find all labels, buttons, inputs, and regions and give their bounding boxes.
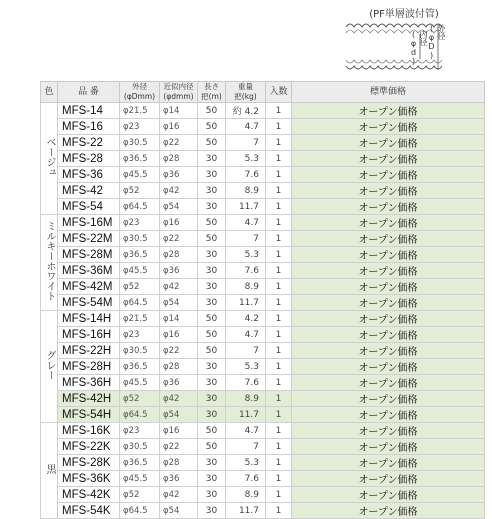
outer-diameter-cell: φ30.5 <box>120 343 160 359</box>
table-row <box>41 231 485 247</box>
length-cell: 30 <box>198 279 226 295</box>
quantity-cell: 1 <box>266 279 292 295</box>
quantity-cell: 1 <box>266 215 292 231</box>
price-cell: オープン価格 <box>292 487 485 503</box>
inner-diameter-cell: φ36 <box>160 263 198 279</box>
table-row <box>41 183 485 199</box>
inner-diameter-cell: φ54 <box>160 199 198 215</box>
price-cell: オープン価格 <box>292 135 485 151</box>
weight-cell: 7.6 <box>226 375 266 391</box>
inner-diameter-cell: φ42 <box>160 279 198 295</box>
price-cell: オープン価格 <box>292 231 485 247</box>
outer-diameter-cell: φ30.5 <box>120 231 160 247</box>
price-cell: オープン価格 <box>292 455 485 471</box>
weight-cell: 4.7 <box>226 215 266 231</box>
inner-diameter-cell: φ36 <box>160 167 198 183</box>
outer-diameter-label: 外径(φD) <box>427 24 446 60</box>
part-number-cell: MFS-42H <box>58 391 120 407</box>
price-cell: オープン価格 <box>292 439 485 455</box>
header-weight: 重量 把(kg) <box>226 82 266 103</box>
weight-cell: 11.7 <box>226 199 266 215</box>
inner-diameter-cell: φ16 <box>160 327 198 343</box>
table-row <box>41 311 485 327</box>
inner-diameter-cell: φ14 <box>160 311 198 327</box>
color-group-label <box>41 103 58 215</box>
length-cell: 50 <box>198 439 226 455</box>
price-cell: オープン価格 <box>292 295 485 311</box>
inner-diameter-cell: φ28 <box>160 455 198 471</box>
inner-diameter-cell: φ28 <box>160 359 198 375</box>
inner-diameter-cell: φ22 <box>160 231 198 247</box>
price-cell: オープン価格 <box>292 327 485 343</box>
table-body <box>41 103 485 519</box>
color-group-label <box>41 215 58 311</box>
length-cell: 30 <box>198 375 226 391</box>
table-row <box>41 119 485 135</box>
part-number-cell: MFS-36H <box>58 375 120 391</box>
quantity-cell: 1 <box>266 295 292 311</box>
table-row <box>41 103 485 119</box>
length-cell: 50 <box>198 311 226 327</box>
part-number-cell: MFS-16H <box>58 327 120 343</box>
price-cell: オープン価格 <box>292 359 485 375</box>
part-number-cell: MFS-28 <box>58 151 120 167</box>
table-row <box>41 167 485 183</box>
part-number-cell: MFS-22K <box>58 439 120 455</box>
length-cell: 50 <box>198 343 226 359</box>
inner-diameter-cell: φ54 <box>160 295 198 311</box>
quantity-cell: 1 <box>266 327 292 343</box>
quantity-cell: 1 <box>266 135 292 151</box>
weight-cell: 4.2 <box>226 311 266 327</box>
outer-diameter-cell: φ52 <box>120 183 160 199</box>
quantity-cell: 1 <box>266 439 292 455</box>
table-row <box>41 215 485 231</box>
quantity-cell: 1 <box>266 263 292 279</box>
color-group-label <box>41 423 58 519</box>
price-cell: オープン価格 <box>292 183 485 199</box>
part-number-cell: MFS-54M <box>58 295 120 311</box>
price-cell: オープン価格 <box>292 199 485 215</box>
part-number-cell: MFS-36 <box>58 167 120 183</box>
weight-cell: 8.9 <box>226 279 266 295</box>
weight-cell: 8.9 <box>226 487 266 503</box>
price-cell: オープン価格 <box>292 407 485 423</box>
table-row <box>41 151 485 167</box>
table-row <box>41 375 485 391</box>
outer-diameter-cell: φ64.5 <box>120 295 160 311</box>
quantity-cell: 1 <box>266 471 292 487</box>
table-row <box>41 423 485 439</box>
quantity-cell: 1 <box>266 407 292 423</box>
outer-diameter-cell: φ36.5 <box>120 247 160 263</box>
table-row <box>41 439 485 455</box>
inner-diameter-cell: φ42 <box>160 183 198 199</box>
inner-diameter-cell: φ36 <box>160 471 198 487</box>
header-color: 色 <box>41 82 58 103</box>
table-row <box>41 455 485 471</box>
quantity-cell: 1 <box>266 231 292 247</box>
outer-diameter-cell: φ64.5 <box>120 503 160 519</box>
outer-diameter-cell: φ36.5 <box>120 455 160 471</box>
length-cell: 30 <box>198 167 226 183</box>
inner-diameter-cell: φ54 <box>160 503 198 519</box>
weight-cell: 7 <box>226 135 266 151</box>
weight-cell: 8.9 <box>226 183 266 199</box>
outer-diameter-cell: φ64.5 <box>120 407 160 423</box>
price-cell: オープン価格 <box>292 471 485 487</box>
table-row <box>41 279 485 295</box>
color-group-text: ミルキーホワイト <box>44 220 55 301</box>
outer-diameter-cell: φ64.5 <box>120 199 160 215</box>
color-group-text: ベージュ <box>44 136 55 177</box>
outer-diameter-cell: φ23 <box>120 423 160 439</box>
inner-diameter-cell: φ16 <box>160 423 198 439</box>
outer-diameter-cell: φ36.5 <box>120 359 160 375</box>
length-cell: 30 <box>198 199 226 215</box>
part-number-cell: MFS-42 <box>58 183 120 199</box>
part-number-cell: MFS-16M <box>58 215 120 231</box>
price-cell: オープン価格 <box>292 343 485 359</box>
price-cell: オープン価格 <box>292 151 485 167</box>
part-number-cell: MFS-28K <box>58 455 120 471</box>
outer-diameter-cell: φ45.5 <box>120 167 160 183</box>
table-row <box>41 407 485 423</box>
part-number-cell: MFS-54 <box>58 199 120 215</box>
quantity-cell: 1 <box>266 423 292 439</box>
inner-diameter-cell: φ22 <box>160 135 198 151</box>
inner-diameter-cell: φ28 <box>160 151 198 167</box>
color-group-label <box>41 311 58 423</box>
table-row <box>41 487 485 503</box>
part-number-cell: MFS-22H <box>58 343 120 359</box>
price-cell: オープン価格 <box>292 215 485 231</box>
outer-diameter-cell: φ23 <box>120 119 160 135</box>
quantity-cell: 1 <box>266 503 292 519</box>
quantity-cell: 1 <box>266 375 292 391</box>
length-cell: 30 <box>198 263 226 279</box>
quantity-cell: 1 <box>266 199 292 215</box>
quantity-cell: 1 <box>266 359 292 375</box>
outer-diameter-cell: φ30.5 <box>120 439 160 455</box>
weight-cell: 7.6 <box>226 167 266 183</box>
inner-diameter-cell: φ14 <box>160 103 198 119</box>
part-number-cell: MFS-22 <box>58 135 120 151</box>
weight-cell: 5.3 <box>226 247 266 263</box>
length-cell: 50 <box>198 423 226 439</box>
outer-diameter-cell: φ23 <box>120 215 160 231</box>
header-inner-diameter: 近似内径 (φdmm) <box>160 82 198 103</box>
header-part-no: 品 番 <box>58 82 120 103</box>
outer-diameter-cell: φ21.5 <box>120 311 160 327</box>
pipe-cross-section-diagram <box>0 0 492 80</box>
weight-cell: 5.3 <box>226 455 266 471</box>
header-length: 長さ 把(m) <box>198 82 226 103</box>
table-row <box>41 247 485 263</box>
price-cell: オープン価格 <box>292 503 485 519</box>
header-quantity: 入数 <box>266 82 292 103</box>
price-cell: オープン価格 <box>292 167 485 183</box>
quantity-cell: 1 <box>266 103 292 119</box>
length-cell: 30 <box>198 359 226 375</box>
price-cell: オープン価格 <box>292 311 485 327</box>
weight-cell: 7 <box>226 343 266 359</box>
outer-diameter-cell: φ52 <box>120 279 160 295</box>
price-cell: オープン価格 <box>292 119 485 135</box>
inner-diameter-cell: φ22 <box>160 439 198 455</box>
length-cell: 50 <box>198 135 226 151</box>
table-row <box>41 471 485 487</box>
quantity-cell: 1 <box>266 391 292 407</box>
quantity-cell: 1 <box>266 487 292 503</box>
inner-diameter-cell: φ42 <box>160 487 198 503</box>
part-number-cell: MFS-16K <box>58 423 120 439</box>
length-cell: 30 <box>198 183 226 199</box>
length-cell: 30 <box>198 295 226 311</box>
table-row <box>41 503 485 519</box>
quantity-cell: 1 <box>266 455 292 471</box>
quantity-cell: 1 <box>266 311 292 327</box>
inner-diameter-cell: φ16 <box>160 119 198 135</box>
header-outer-diameter: 外径 (φDmm) <box>120 82 160 103</box>
outer-diameter-cell: φ36.5 <box>120 151 160 167</box>
length-cell: 50 <box>198 103 226 119</box>
inner-diameter-cell: φ16 <box>160 215 198 231</box>
part-number-cell: MFS-14 <box>58 103 120 119</box>
weight-cell: 11.7 <box>226 503 266 519</box>
part-number-cell: MFS-42M <box>58 279 120 295</box>
weight-cell: 7 <box>226 439 266 455</box>
table-row <box>41 359 485 375</box>
table-row <box>41 135 485 151</box>
length-cell: 30 <box>198 391 226 407</box>
price-cell: オープン価格 <box>292 247 485 263</box>
part-number-cell: MFS-28H <box>58 359 120 375</box>
price-cell: オープン価格 <box>292 279 485 295</box>
part-number-cell: MFS-14H <box>58 311 120 327</box>
quantity-cell: 1 <box>266 167 292 183</box>
length-cell: 30 <box>198 487 226 503</box>
weight-cell: 4.7 <box>226 327 266 343</box>
weight-cell: 5.3 <box>226 151 266 167</box>
part-number-cell: MFS-54H <box>58 407 120 423</box>
part-number-cell: MFS-36M <box>58 263 120 279</box>
table-header-row <box>41 82 485 103</box>
weight-cell: 7.6 <box>226 471 266 487</box>
weight-cell: 8.9 <box>226 391 266 407</box>
part-number-cell: MFS-22M <box>58 231 120 247</box>
length-cell: 30 <box>198 471 226 487</box>
spec-table <box>40 81 485 519</box>
inner-diameter-cell: φ42 <box>160 391 198 407</box>
price-cell: オープン価格 <box>292 423 485 439</box>
quantity-cell: 1 <box>266 183 292 199</box>
table-row <box>41 391 485 407</box>
length-cell: 50 <box>198 119 226 135</box>
inner-diameter-cell: φ22 <box>160 343 198 359</box>
length-cell: 30 <box>198 151 226 167</box>
quantity-cell: 1 <box>266 151 292 167</box>
weight-cell: 11.7 <box>226 295 266 311</box>
outer-diameter-cell: φ45.5 <box>120 375 160 391</box>
length-cell: 30 <box>198 455 226 471</box>
length-cell: 30 <box>198 503 226 519</box>
part-number-cell: MFS-16 <box>58 119 120 135</box>
price-cell: オープン価格 <box>292 391 485 407</box>
quantity-cell: 1 <box>266 343 292 359</box>
outer-diameter-cell: φ52 <box>120 391 160 407</box>
length-cell: 50 <box>198 231 226 247</box>
color-group-text: グレー <box>44 349 55 380</box>
outer-diameter-cell: φ52 <box>120 487 160 503</box>
price-cell: オープン価格 <box>292 103 485 119</box>
diagram-caption: (PF単層波付管) <box>369 9 439 20</box>
outer-diameter-cell: φ45.5 <box>120 471 160 487</box>
price-cell: オープン価格 <box>292 263 485 279</box>
outer-diameter-cell: φ45.5 <box>120 263 160 279</box>
part-number-cell: MFS-54K <box>58 503 120 519</box>
inner-diameter-cell: φ54 <box>160 407 198 423</box>
outer-diameter-cell: φ23 <box>120 327 160 343</box>
length-cell: 30 <box>198 407 226 423</box>
table-row <box>41 343 485 359</box>
outer-diameter-cell: φ30.5 <box>120 135 160 151</box>
inner-diameter-cell: φ28 <box>160 247 198 263</box>
price-cell: オープン価格 <box>292 375 485 391</box>
quantity-cell: 1 <box>266 247 292 263</box>
weight-cell: 5.3 <box>226 359 266 375</box>
table-row <box>41 199 485 215</box>
weight-cell: 11.7 <box>226 407 266 423</box>
weight-cell: 約 4.2 <box>226 103 266 119</box>
weight-cell: 4.7 <box>226 423 266 439</box>
part-number-cell: MFS-28M <box>58 247 120 263</box>
inner-diameter-label: 内径(φd) <box>409 30 428 66</box>
part-number-cell: MFS-36K <box>58 471 120 487</box>
table-row <box>41 295 485 311</box>
color-group-text: 黒 <box>44 463 55 474</box>
table-row <box>41 263 485 279</box>
table-row <box>41 327 485 343</box>
weight-cell: 7.6 <box>226 263 266 279</box>
weight-cell: 4.7 <box>226 119 266 135</box>
length-cell: 50 <box>198 327 226 343</box>
length-cell: 30 <box>198 247 226 263</box>
weight-cell: 7 <box>226 231 266 247</box>
inner-diameter-cell: φ36 <box>160 375 198 391</box>
part-number-cell: MFS-42K <box>58 487 120 503</box>
outer-diameter-cell: φ21.5 <box>120 103 160 119</box>
quantity-cell: 1 <box>266 119 292 135</box>
length-cell: 50 <box>198 215 226 231</box>
header-price: 標準価格 <box>292 82 485 103</box>
